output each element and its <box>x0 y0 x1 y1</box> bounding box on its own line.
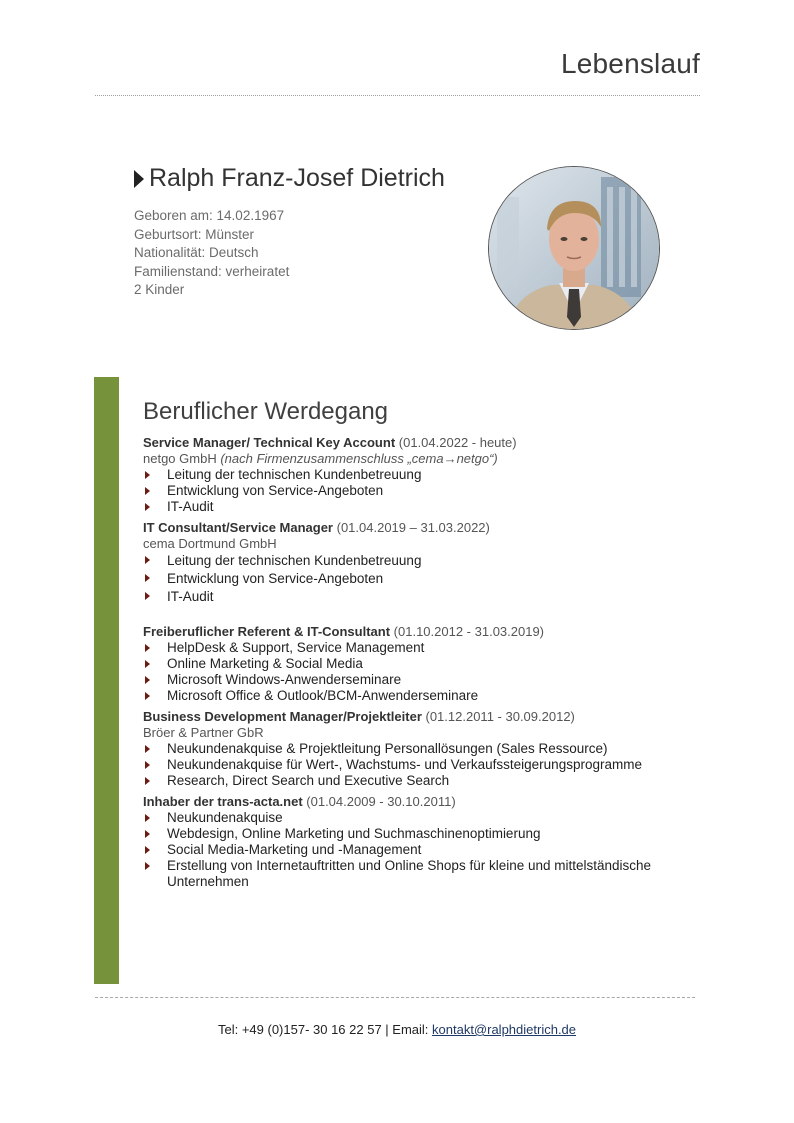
personal-info <box>134 164 474 300</box>
list-item: Entwicklung von Service-Angeboten <box>143 483 703 499</box>
job-role: Business Development Manager/Projektleiter <box>143 709 422 724</box>
list-item: Erstellung von Internetauftritten und Online Shops für kleine und mittelständische Unternehmen <box>143 858 703 890</box>
list-item: Neukundenakquise <box>143 810 703 826</box>
list-item: IT-Audit <box>143 588 703 606</box>
job-tasks <box>143 810 703 890</box>
page-header <box>95 48 700 96</box>
job-heading <box>143 624 703 640</box>
job-role: Inhaber der trans-acta.net <box>143 794 303 809</box>
list-item: Neukundenakquise für Wert-, Wachstums- und Verkaufssteigerungsprogramme <box>143 757 703 773</box>
job-tasks <box>143 640 703 704</box>
job-tasks <box>143 467 703 515</box>
company-name: netgo GmbH <box>143 451 217 466</box>
profile-photo <box>488 166 660 330</box>
job-period: (01.12.2011 - 30.09.2012) <box>425 709 575 724</box>
name-row <box>134 164 474 193</box>
job-heading <box>143 709 703 725</box>
job-entry <box>143 520 703 606</box>
job-company: cema Dortmund GmbH <box>143 536 277 551</box>
fact-nationality: Nationalität: Deutsch <box>134 245 259 260</box>
job-company <box>143 451 703 467</box>
job-role: IT Consultant/Service Manager <box>143 520 333 535</box>
list-item: HelpDesk & Support, Service Management <box>143 640 703 656</box>
list-item: Neukundenakquise & Projektleitung Personallösungen (Sales Ressource) <box>143 741 703 757</box>
person-name: Ralph Franz-Josef Dietrich <box>149 164 445 192</box>
job-heading <box>143 435 703 451</box>
portrait-illustration <box>489 167 659 329</box>
job-entry <box>143 435 703 515</box>
list-item: Microsoft Office & Outlook/BCM-Anwenderseminare <box>143 688 703 704</box>
triangle-marker-icon <box>134 170 144 188</box>
section-title: Beruflicher Werdegang <box>143 398 389 425</box>
job-role: Service Manager/ Technical Key Account <box>143 435 396 450</box>
job-heading <box>143 794 703 810</box>
job-role: Freiberuflicher Referent & IT-Consultant <box>143 624 391 639</box>
company-note: (nach Firmenzusammenschluss „cema→netgo“) <box>220 451 498 466</box>
contact-line <box>0 1022 794 1037</box>
accent-bar <box>94 377 119 984</box>
job-entry <box>143 624 703 704</box>
document-title: Lebenslauf <box>560 48 700 79</box>
list-item: Webdesign, Online Marketing und Suchmaschinenoptimierung <box>143 826 703 842</box>
job-tasks <box>143 552 703 606</box>
list-item: Leitung der technischen Kundenbetreuung <box>143 552 703 570</box>
job-period: (01.04.2019 – 31.03.2022) <box>336 520 490 535</box>
list-item: Leitung der technischen Kundenbetreuung <box>143 467 703 483</box>
job-entry <box>143 794 703 890</box>
job-company: Bröer & Partner GbR <box>143 725 264 740</box>
fact-birthdate: Geboren am: 14.02.1967 <box>134 208 285 223</box>
list-item: IT-Audit <box>143 499 703 515</box>
contact-phone: Tel: +49 (0)157- 30 16 22 57 | Email: <box>217 1022 433 1037</box>
fact-birthplace: Geburtsort: Münster <box>134 226 255 242</box>
footer-divider <box>95 997 695 998</box>
list-item: Online Marketing & Social Media <box>143 656 703 672</box>
job-heading <box>143 520 703 536</box>
list-item: Entwicklung von Service-Angeboten <box>143 570 703 588</box>
personal-facts <box>134 207 474 300</box>
fact-children: 2 Kinder <box>134 282 185 297</box>
job-period: (01.04.2022 - heute) <box>398 435 517 450</box>
list-item: Social Media-Marketing und -Management <box>143 842 703 858</box>
job-period: (01.04.2009 - 30.10.2011) <box>306 794 456 809</box>
career-section <box>143 398 703 895</box>
list-item: Research, Direct Search und Executive Search <box>143 773 703 789</box>
fact-marital-status: Familienstand: verheiratet <box>134 263 290 279</box>
job-period: (01.10.2012 - 31.03.2019) <box>393 624 545 639</box>
job-tasks <box>143 741 703 789</box>
email-link[interactable]: kontakt@ralphdietrich.de <box>432 1022 577 1037</box>
job-entry <box>143 709 703 789</box>
list-item: Microsoft Windows-Anwenderseminare <box>143 672 703 688</box>
